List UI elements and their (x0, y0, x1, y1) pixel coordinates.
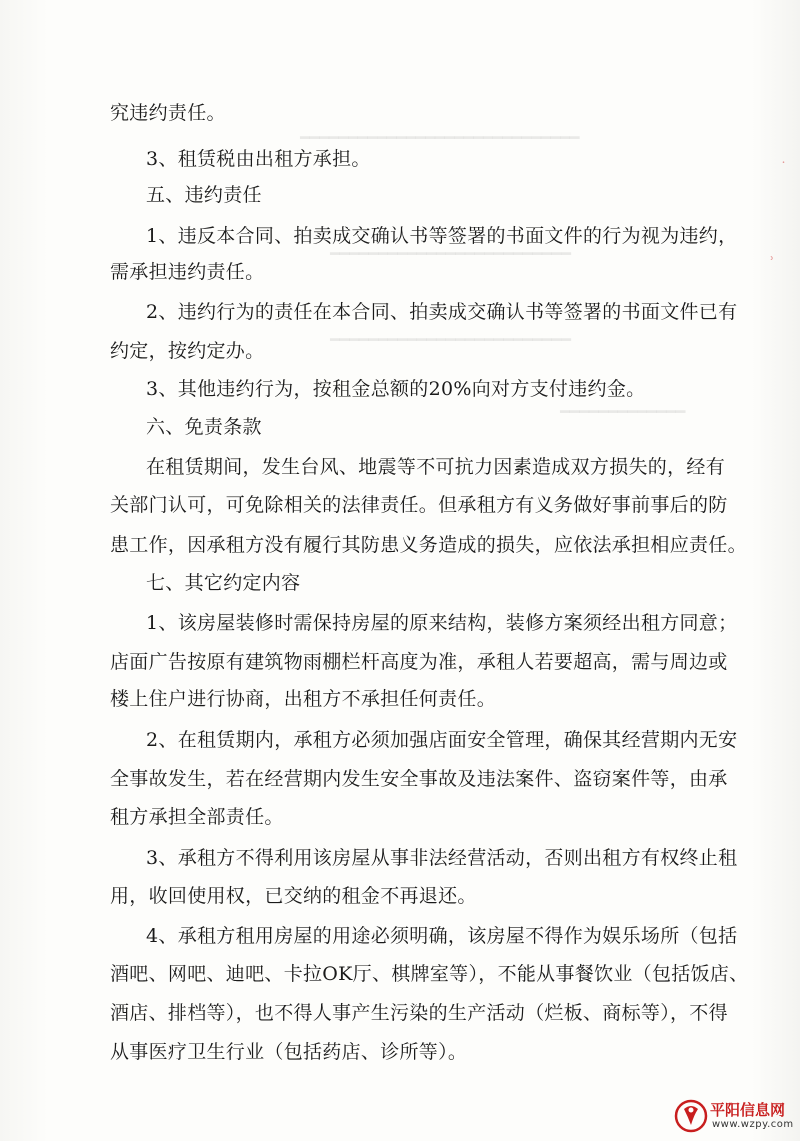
text-line: 2、在租赁期内，承租方必须加强店面安全管理，确保其经营期内无安 (146, 729, 738, 751)
text-line: 酒吧、网吧、迪吧、卡拉OK厅、棋牌室等），不能从事餐饮业（包括饭店、 (110, 963, 749, 985)
text-line: 究违约责任。 (110, 102, 226, 124)
site-watermark-logo (674, 1099, 792, 1133)
text-line: 店面广告按原有建筑物雨棚栏杆高度为准，承租人若要超高，需与周边或 (110, 651, 728, 673)
text-line: 租方承担全部责任。 (110, 806, 284, 828)
text-line: 全事故发生，若在经营期内发生安全事故及违法案件、盗窃案件等，由承 (110, 768, 728, 790)
section-heading: 六、免责条款 (146, 416, 262, 438)
text-line: 约定，按约定办。 (110, 340, 265, 362)
bleed-through-text: ━━━━━━━━━━━━━━━━━━━━━━━━━ (330, 330, 571, 349)
site-name: 平阳信息网 (710, 1101, 786, 1119)
text-line: 1、违反本合同、拍卖成交确认书等签署的书面文件的行为视为违约， (146, 225, 738, 247)
text-line: 患工作，因承租方没有履行其防患义务造成的损失，应依法承担相应责任。 (110, 534, 747, 556)
text-line: 1、该房屋装修时需保持房屋的原来结构，装修方案须经出租方同意； (146, 612, 738, 634)
text-line: 3、租赁税由出租方承担。 (146, 148, 371, 170)
bleed-through-text: ━━━━━━━━━━━━━━━━━━━━━━━━━ (330, 244, 571, 263)
text-line: 3、其他违约行为，按租金总额的20%向对方支付违约金。 (146, 378, 646, 400)
text-line: 3、承租方不得利用该房屋从事非法经营活动，否则出租方有权终止租 (146, 847, 738, 869)
text-line: 从事医疗卫生行业（包括药店、诊所等）。 (110, 1041, 468, 1063)
text-line: 酒店、排档等），也不得人事产生污染的生产活动（烂板、商标等），不得 (110, 1002, 728, 1024)
text-line: 关部门认可，可免除相关的法律责任。但承租方有义务做好事前事后的防 (110, 494, 728, 516)
section-heading: 七、其它约定内容 (146, 572, 301, 594)
bleed-through-text: ━━━━━━━━━━━━━━━━━━━━━━━━━━━━━ (300, 128, 580, 147)
text-line: 楼上住户进行协商，出租方不承担任何责任。 (110, 688, 497, 710)
red-ink-mark: ˙ (780, 160, 787, 176)
red-ink-mark: ʾ (770, 255, 775, 271)
text-line: 用，收回使用权，已交纳的租金不再退还。 (110, 885, 477, 907)
site-logo-icon (674, 1099, 708, 1133)
bleed-through-text: ━━━━━━━━━━━━━ (560, 402, 686, 421)
text-line: 在租赁期间，发生台风、地震等不可抗力因素造成双方损失的，经有 (146, 456, 726, 478)
site-url: www.wzpy.com (712, 1119, 794, 1130)
text-line: 2、违约行为的责任在本合同、拍卖成交确认书等签署的书面文件已有 (146, 301, 738, 323)
text-line: 4、承租方租用房屋的用途必须明确，该房屋不得作为娱乐场所（包括 (146, 925, 738, 947)
section-heading: 五、违约责任 (146, 184, 262, 206)
text-line: 需承担违约责任。 (110, 261, 265, 283)
